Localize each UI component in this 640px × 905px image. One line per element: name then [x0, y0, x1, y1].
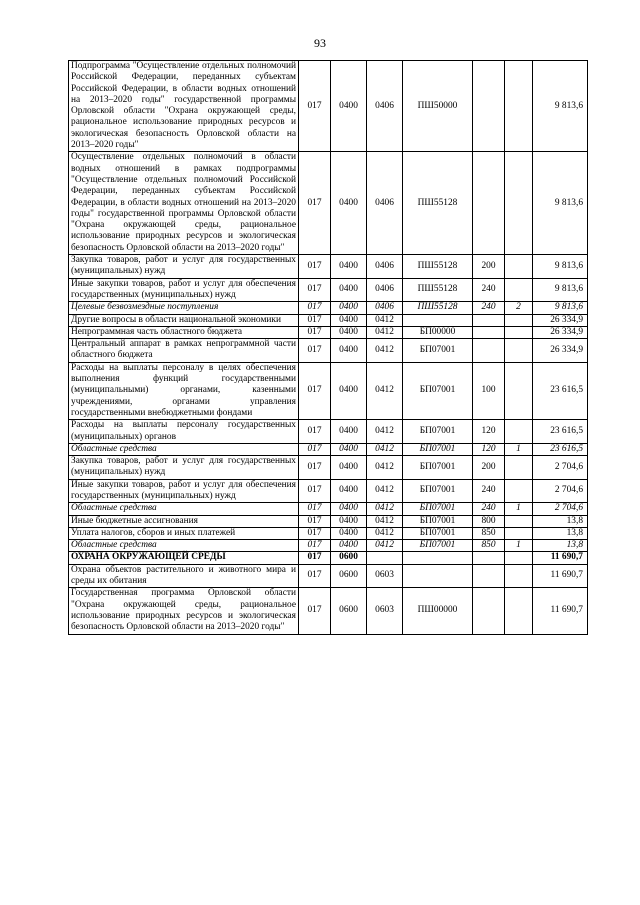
row-vr: 120 [473, 443, 505, 455]
row-ved: 017 [299, 515, 331, 527]
row-ist [505, 61, 533, 152]
row-pr: 0412 [367, 479, 403, 503]
row-csr: БП07001 [403, 479, 473, 503]
table-row [69, 564, 588, 588]
table-row [69, 503, 588, 515]
row-name: Областные средства [69, 443, 299, 455]
row-ved: 017 [299, 564, 331, 588]
row-ist [505, 527, 533, 539]
row-ved: 017 [299, 552, 331, 564]
row-pr: 0603 [367, 564, 403, 588]
row-pr: 0412 [367, 540, 403, 552]
row-vr [473, 339, 505, 363]
row-sum: 26 334,9 [533, 326, 588, 338]
row-sum: 9 813,6 [533, 278, 588, 302]
table-row [69, 326, 588, 338]
row-ved: 017 [299, 456, 331, 480]
row-rz: 0400 [331, 314, 367, 326]
row-vr: 240 [473, 302, 505, 314]
table-row [69, 61, 588, 152]
row-csr [403, 564, 473, 588]
row-ist [505, 362, 533, 419]
table-row [69, 527, 588, 539]
row-rz: 0600 [331, 552, 367, 564]
row-pr: 0603 [367, 588, 403, 634]
table-row [69, 420, 588, 444]
row-rz: 0400 [331, 479, 367, 503]
row-ved: 017 [299, 152, 331, 255]
row-vr: 850 [473, 540, 505, 552]
row-vr: 120 [473, 420, 505, 444]
row-name: Иные бюджетные ассигнования [69, 515, 299, 527]
row-rz: 0400 [331, 420, 367, 444]
row-rz: 0400 [331, 540, 367, 552]
row-ved: 017 [299, 302, 331, 314]
row-csr: БП00000 [403, 326, 473, 338]
row-pr: 0412 [367, 443, 403, 455]
row-name: Государственная программа Орловской области "Охрана окружающей среды, рациональное использование природных ресурсов и экологическая безопасность Орловской области на 2013–2020 годы" [69, 588, 299, 634]
row-sum: 23 616,5 [533, 362, 588, 419]
row-vr: 200 [473, 456, 505, 480]
row-ist [505, 339, 533, 363]
row-name: Расходы на выплаты персоналу государственных (муниципальных) органов [69, 420, 299, 444]
row-csr [403, 552, 473, 564]
row-sum: 9 813,6 [533, 302, 588, 314]
table-row [69, 479, 588, 503]
row-ved: 017 [299, 278, 331, 302]
row-ved: 017 [299, 255, 331, 279]
row-csr: БП07001 [403, 362, 473, 419]
row-ist [505, 314, 533, 326]
row-vr: 800 [473, 515, 505, 527]
row-rz: 0400 [331, 302, 367, 314]
row-sum: 9 813,6 [533, 152, 588, 255]
row-ved: 017 [299, 420, 331, 444]
row-name: Подпрограмма "Осуществление отдельных полномочий Российской Федерации, переданных субъектам Российской Федерации, в области водных отношений на 2013–2020 годы" государственной программы Орловской области "Охрана окружающей среды, рациональное использование природных ресурсов и экологическая безопасность Орловской области на 2013–2020 годы" [69, 61, 299, 152]
row-name: Уплата налогов, сборов и иных платежей [69, 527, 299, 539]
table-row [69, 302, 588, 314]
row-csr [403, 314, 473, 326]
row-sum: 26 334,9 [533, 339, 588, 363]
row-pr: 0406 [367, 255, 403, 279]
row-rz: 0400 [331, 326, 367, 338]
row-pr: 0412 [367, 314, 403, 326]
row-ist [505, 515, 533, 527]
row-rz: 0600 [331, 588, 367, 634]
row-vr [473, 326, 505, 338]
row-name: Другие вопросы в области национальной экономики [69, 314, 299, 326]
row-pr: 0412 [367, 527, 403, 539]
row-sum: 2 704,6 [533, 479, 588, 503]
row-csr: БП07001 [403, 420, 473, 444]
row-rz: 0400 [331, 362, 367, 419]
page-number: 93 [314, 36, 326, 50]
row-rz: 0400 [331, 255, 367, 279]
row-ved: 017 [299, 443, 331, 455]
row-sum: 11 690,7 [533, 588, 588, 634]
row-ist [505, 552, 533, 564]
row-vr [473, 61, 505, 152]
row-csr: БП07001 [403, 443, 473, 455]
row-vr: 100 [473, 362, 505, 419]
row-name: Областные средства [69, 503, 299, 515]
row-rz: 0400 [331, 152, 367, 255]
row-name: Иные закупки товаров, работ и услуг для обеспечения государственных (муниципальных) нужд [69, 479, 299, 503]
row-name: Расходы на выплаты персоналу в целях обеспечения выполнения функций государственными (муниципальными) органами, казенными учреждениями, органами управления государственными внебюджетными фондами [69, 362, 299, 419]
row-ist: 1 [505, 443, 533, 455]
row-ist [505, 326, 533, 338]
row-pr: 0412 [367, 362, 403, 419]
row-vr: 200 [473, 255, 505, 279]
budget-table [68, 60, 588, 635]
row-rz: 0400 [331, 456, 367, 480]
row-sum: 9 813,6 [533, 61, 588, 152]
row-name: Целевые безвозмездные поступления [69, 302, 299, 314]
row-pr: 0406 [367, 61, 403, 152]
row-pr: 0406 [367, 278, 403, 302]
row-vr: 240 [473, 503, 505, 515]
row-rz: 0400 [331, 527, 367, 539]
row-pr: 0412 [367, 420, 403, 444]
row-sum: 23 616,5 [533, 420, 588, 444]
table-row [69, 515, 588, 527]
row-name: Центральный аппарат в рамках непрограммной части областного бюджета [69, 339, 299, 363]
row-ved: 017 [299, 588, 331, 634]
table-row [69, 255, 588, 279]
table-row [69, 362, 588, 419]
row-csr: ПШ55128 [403, 152, 473, 255]
row-pr [367, 552, 403, 564]
row-name: Иные закупки товаров, работ и услуг для обеспечения государственных (муниципальных) нужд [69, 278, 299, 302]
row-rz: 0400 [331, 61, 367, 152]
row-sum: 9 813,6 [533, 255, 588, 279]
row-ved: 017 [299, 314, 331, 326]
table-row [69, 443, 588, 455]
table-row [69, 552, 588, 564]
row-ist [505, 564, 533, 588]
table-row [69, 314, 588, 326]
table-row [69, 540, 588, 552]
row-vr: 240 [473, 278, 505, 302]
row-ist: 1 [505, 540, 533, 552]
row-pr: 0412 [367, 339, 403, 363]
row-sum: 13,8 [533, 527, 588, 539]
row-sum: 13,8 [533, 540, 588, 552]
row-ved: 017 [299, 61, 331, 152]
table-row [69, 278, 588, 302]
row-ist [505, 456, 533, 480]
row-vr: 240 [473, 479, 505, 503]
row-pr: 0412 [367, 503, 403, 515]
row-csr: ПШ55128 [403, 278, 473, 302]
row-pr: 0412 [367, 515, 403, 527]
row-sum: 2 704,6 [533, 503, 588, 515]
row-sum: 11 690,7 [533, 564, 588, 588]
row-ist [505, 420, 533, 444]
row-csr: БП07001 [403, 540, 473, 552]
table-row [69, 456, 588, 480]
row-name: Закупка товаров, работ и услуг для государственных (муниципальных) нужд [69, 456, 299, 480]
row-ist [505, 588, 533, 634]
row-vr [473, 152, 505, 255]
row-sum: 2 704,6 [533, 456, 588, 480]
row-ist [505, 278, 533, 302]
row-csr: ПШ00000 [403, 588, 473, 634]
table-row [69, 152, 588, 255]
row-name: Осуществление отдельных полномочий в области водных отношений в рамках подпрограммы "Осуществление отдельных полномочий Российской Федерации, переданных субъектам Российской Федерации, в области водных отношений на 2013–2020 годы" государственной программы Орловской области "Охрана окружающей среды, рациональное использование природных ресурсов и экологическая безопасность Орловской области на 2013–2020 годы" [69, 152, 299, 255]
row-csr: БП07001 [403, 527, 473, 539]
row-ved: 017 [299, 540, 331, 552]
row-csr: БП07001 [403, 515, 473, 527]
row-sum: 26 334,9 [533, 314, 588, 326]
row-ved: 017 [299, 362, 331, 419]
row-ved: 017 [299, 503, 331, 515]
row-ist [505, 255, 533, 279]
row-name: ОХРАНА ОКРУЖАЮЩЕЙ СРЕДЫ [69, 552, 299, 564]
row-csr: БП07001 [403, 456, 473, 480]
row-ved: 017 [299, 326, 331, 338]
row-ved: 017 [299, 339, 331, 363]
row-vr [473, 314, 505, 326]
row-csr: ПШ55128 [403, 302, 473, 314]
row-ist: 2 [505, 302, 533, 314]
row-csr: ПШ50000 [403, 61, 473, 152]
row-vr [473, 552, 505, 564]
table-row [69, 588, 588, 634]
row-csr: БП07001 [403, 339, 473, 363]
row-sum: 13,8 [533, 515, 588, 527]
row-name: Областные средства [69, 540, 299, 552]
row-pr: 0406 [367, 302, 403, 314]
row-sum: 23 616,5 [533, 443, 588, 455]
row-vr [473, 564, 505, 588]
row-csr: БП07001 [403, 503, 473, 515]
row-rz: 0400 [331, 339, 367, 363]
row-name: Охрана объектов растительного и животного мира и среды их обитания [69, 564, 299, 588]
row-vr: 850 [473, 527, 505, 539]
row-rz: 0400 [331, 515, 367, 527]
row-rz: 0400 [331, 503, 367, 515]
row-rz: 0400 [331, 443, 367, 455]
row-ist [505, 479, 533, 503]
row-name: Закупка товаров, работ и услуг для государственных (муниципальных) нужд [69, 255, 299, 279]
row-ved: 017 [299, 527, 331, 539]
row-rz: 0600 [331, 564, 367, 588]
row-ved: 017 [299, 479, 331, 503]
row-pr: 0412 [367, 326, 403, 338]
row-ist: 1 [505, 503, 533, 515]
row-ist [505, 152, 533, 255]
row-pr: 0406 [367, 152, 403, 255]
row-vr [473, 588, 505, 634]
table-row [69, 339, 588, 363]
row-pr: 0412 [367, 456, 403, 480]
row-csr: ПШ55128 [403, 255, 473, 279]
row-rz: 0400 [331, 278, 367, 302]
row-sum: 11 690,7 [533, 552, 588, 564]
row-name: Непрограммная часть областного бюджета [69, 326, 299, 338]
